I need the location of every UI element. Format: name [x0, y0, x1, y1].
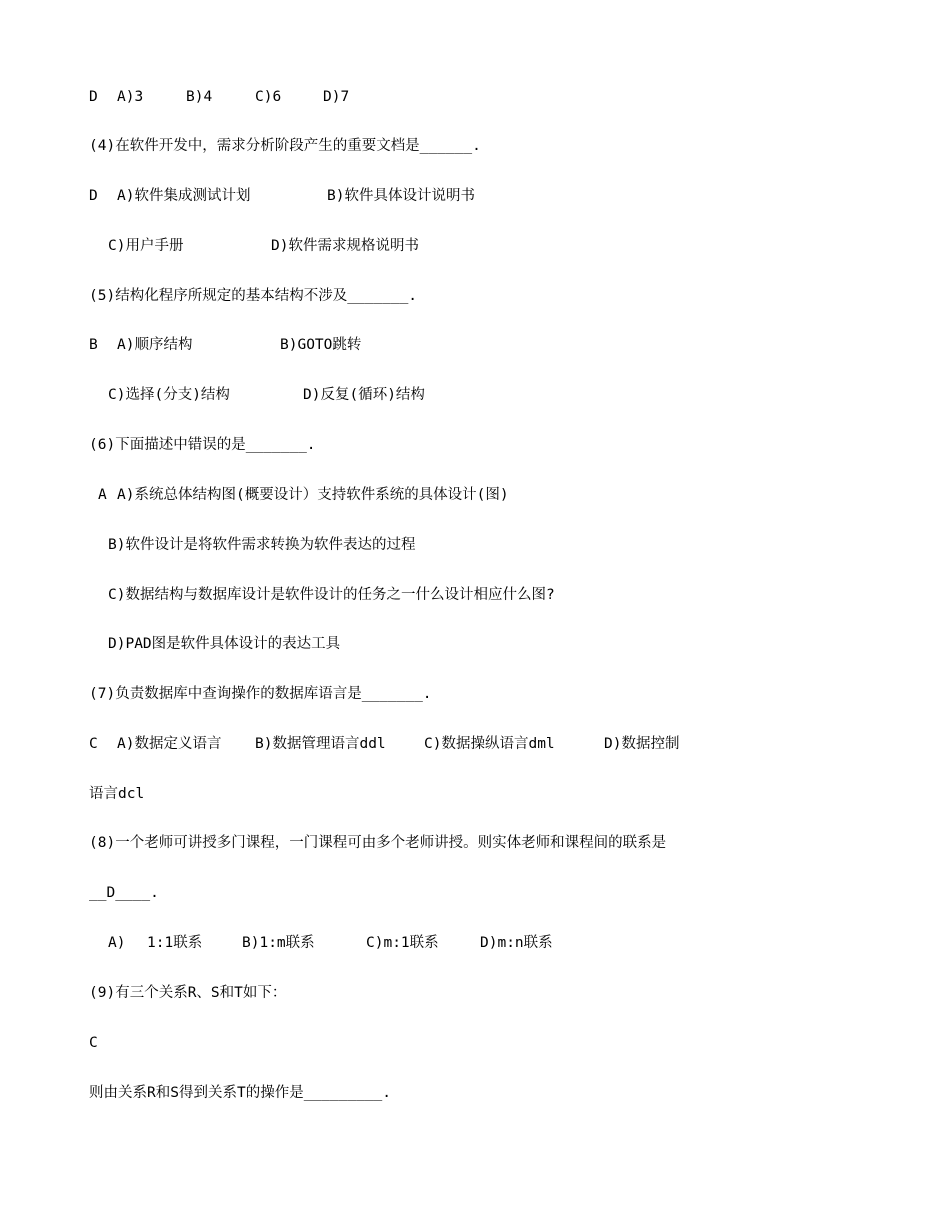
option-b: B)数据管理语言ddl	[255, 736, 386, 752]
question-9-prompt	[0, 1082, 391, 1104]
option-c: C)数据操纵语言dml	[424, 736, 555, 752]
option-c: C)6	[255, 89, 282, 105]
answer-key: B	[89, 337, 98, 353]
option-a: A)数据定义语言	[117, 736, 222, 752]
question-text: (4)在软件开发中，需求分析阶段产生的重要文档是______.	[89, 138, 481, 154]
question-text: (7)负责数据库中查询操作的数据库语言是_______.	[89, 686, 432, 702]
option-a: A)顺序结构	[117, 337, 193, 353]
answer-options-line	[0, 584, 555, 606]
option-d: D)m:n联系	[480, 935, 553, 951]
option-d-continued: 语言dcl	[89, 786, 145, 802]
option-c: C)选择(分支)结构	[108, 387, 230, 403]
answer-options-line	[0, 235, 419, 257]
answer-key: D	[89, 188, 98, 204]
answer-key: C	[89, 736, 98, 752]
question-text: (8)一个老师可讲授多门课程，一门课程可由多个老师讲授。则实体老师和课程间的联系是	[89, 835, 667, 851]
option-b: B)软件设计是将软件需求转换为软件表达的过程	[108, 537, 416, 553]
option-c: C)数据结构与数据库设计是软件设计的任务之一什么设计相应什么图?	[108, 587, 555, 603]
option-b: B)GOTO跳转	[280, 337, 362, 353]
option-d: D)7	[323, 89, 350, 105]
option-d: D)软件需求规格说明书	[271, 238, 419, 254]
option-c: C)用户手册	[108, 238, 184, 254]
answer-options-line	[0, 633, 341, 655]
question-8	[0, 832, 667, 854]
question-7	[0, 683, 432, 705]
option-a: A)系统总体结构图(概要设计）支持软件系统的具体设计(图)	[117, 487, 509, 503]
question-9	[0, 982, 287, 1004]
answer-key-line	[0, 1032, 98, 1054]
question-6	[0, 434, 316, 456]
option-b: B)1:m联系	[242, 935, 315, 951]
question-text: (6)下面描述中错误的是_______.	[89, 437, 316, 453]
answer-options-line	[0, 484, 509, 506]
question-text: (5)结构化程序所规定的基本结构不涉及_______.	[89, 288, 418, 304]
answer-key: A	[98, 487, 107, 503]
question-text: (9)有三个关系R、S和T如下：	[89, 985, 287, 1001]
option-a-value: 1:1联系	[147, 935, 203, 951]
question-text: 则由关系R和S得到关系T的操作是_________.	[89, 1085, 391, 1101]
answer-options-line	[0, 534, 416, 556]
answer-options-line	[0, 334, 362, 356]
option-a: A)3	[117, 89, 144, 105]
answer-options-line	[0, 932, 553, 954]
answer-blank: __D____.	[89, 885, 159, 901]
answer-options-line	[0, 86, 350, 108]
option-a: A)	[108, 935, 126, 951]
question-5	[0, 285, 418, 307]
answer-options-line	[0, 384, 425, 406]
answer-continuation	[0, 783, 145, 805]
question-8-blank	[0, 882, 159, 904]
option-d: D)PAD图是软件具体设计的表达工具	[108, 636, 341, 652]
question-4	[0, 135, 481, 157]
option-a: A)软件集成测试计划	[117, 188, 251, 204]
answer-key: D	[89, 89, 98, 105]
option-d: D)反复(循环)结构	[303, 387, 425, 403]
answer-options-line	[0, 185, 475, 207]
answer-options-line	[0, 733, 680, 755]
option-d: D)数据控制	[604, 736, 680, 752]
option-b: B)4	[186, 89, 213, 105]
option-c: C)m:1联系	[366, 935, 439, 951]
option-b: B)软件具体设计说明书	[327, 188, 475, 204]
answer-key: C	[89, 1035, 98, 1051]
